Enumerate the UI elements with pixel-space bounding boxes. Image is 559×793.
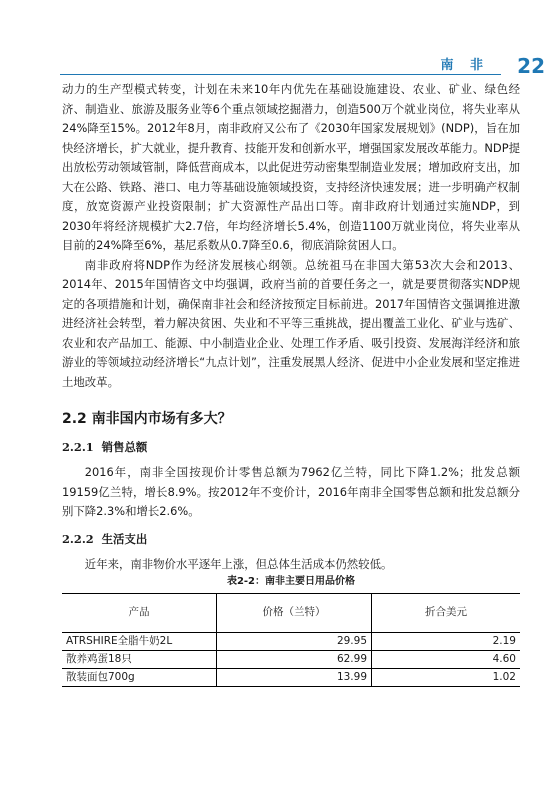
product-cell: ATRSHIRE全脂牛奶2L bbox=[62, 632, 217, 650]
section-number: 2.2 bbox=[62, 411, 87, 427]
price-zar-cell: 29.95 bbox=[217, 632, 372, 650]
table-header-row bbox=[62, 593, 520, 632]
header-divider bbox=[60, 74, 501, 75]
table-caption: 表2-2：南非主要日用品价格 bbox=[226, 575, 356, 587]
section-heading bbox=[62, 410, 520, 430]
product-cell: 散装面包700g bbox=[62, 668, 217, 686]
column-header: 产品 bbox=[62, 593, 217, 632]
subsection-heading bbox=[62, 438, 520, 458]
subsection-number: 2.2.1 bbox=[62, 439, 94, 454]
page-number: 22 bbox=[517, 54, 545, 78]
body-paragraph: 2016年，南非全国按现价计零售总额为7962亿兰特，同比下降1.2%；批发总额19159亿兰特，增长8.9%。按2012年不变价计，2016年南非全国零售总额和批发总额分别下降2.3%和增长2.6%。 bbox=[62, 465, 520, 518]
section-title: 南非国内市场有多大？ bbox=[91, 411, 232, 427]
price-zar-cell: 62.99 bbox=[217, 650, 372, 668]
table-row bbox=[62, 632, 520, 650]
body-paragraph: 近年来，南非物价水平逐年上涨，但总体生活成本仍然较低。 bbox=[84, 557, 393, 571]
price-usd-cell: 4.60 bbox=[372, 650, 521, 668]
subsection-heading bbox=[62, 530, 520, 550]
page-body bbox=[62, 80, 520, 687]
running-title: 南 非 bbox=[440, 58, 489, 73]
price-zar-cell: 13.99 bbox=[217, 668, 372, 686]
subsection-number: 2.2.2 bbox=[62, 531, 94, 546]
table-row bbox=[62, 668, 520, 686]
price-usd-cell: 1.02 bbox=[372, 668, 521, 686]
page-header bbox=[0, 0, 559, 80]
body-paragraph: 动力的生产型模式转变，计划在未来10年内优先在基础设施建设、农业、矿业、绿色经济、制造业、旅游及服务业等6个重点领域挖掘潜力，创造500万个就业岗位，将失业率从24%降至15%。2012年8月，南非政府又公布了《2030年国家发展规划》(NDP)，旨在加快经济增长，扩大就业，提升教育、技能开发和创新水平，增强国家发展改革能力。NDP提出放松劳动领域管制，降低营商成本，以此促进劳动密集型制造业发展；增加政府支出，加大在公路、铁路、港口、电力等基础设施领域投资，支持经济快速发展；进一步明确产权制度，放宽资源产业投资限制；扩大资源性产品出口等。南非政府计划通过实施NDP，到2030年将经济规模扩大2.7倍，年均经济增长5.4%，创造1100万就业岗位，将失业率从目前的24%降至6%，基尼系数从0.7降至0.6，彻底消除贫困人口。 bbox=[62, 82, 520, 252]
price-table bbox=[62, 593, 520, 687]
subsection-title: 销售总额 bbox=[101, 439, 148, 454]
table-row bbox=[62, 650, 520, 668]
product-cell: 散养鸡蛋18只 bbox=[62, 650, 217, 668]
subsection-title: 生活支出 bbox=[101, 531, 148, 546]
body-paragraph: 南非政府将NDP作为经济发展核心纲领。总统祖马在非国大第53次大会和2013、2014年、2015年国情咨文中均强调，政府当前的首要任务之一，就是要贯彻落实NDP规定的各项措施和计划，确保南非社会和经济按预定目标前进。2017年国情咨文强调推进激进经济社会转型，着力解决贫困、失业和不平等三重挑战，提出覆盖工业化、矿业与选矿、农业和农产品加工、能源、中小制造业企业、处理工作矛盾、吸引投资、发展海洋经济和旅游业的等领域拉动经济增长“九点计划”，注重发展黑人经济、促进中小企业发展和坚定推进土地改革。 bbox=[62, 257, 520, 389]
price-usd-cell: 2.19 bbox=[372, 632, 521, 650]
column-header: 价格（兰特） bbox=[217, 593, 372, 632]
column-header: 折合美元 bbox=[372, 593, 521, 632]
